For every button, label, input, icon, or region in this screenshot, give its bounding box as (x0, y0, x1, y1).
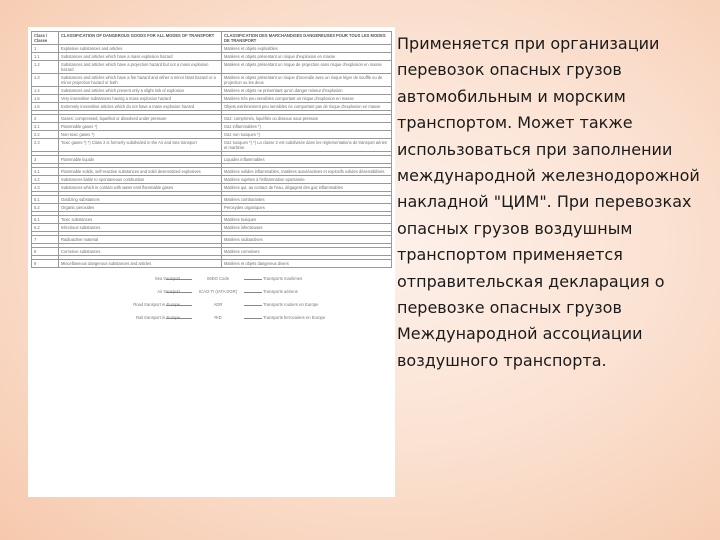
class-cell: 4.3 (32, 184, 59, 192)
table-row (32, 95, 392, 103)
dangerous-goods-classification-image (28, 27, 395, 497)
goods-cell: Toxic gases *) *) Class 2 is formerly subdivided in the Air and Sea transport (59, 139, 222, 152)
french-cell: Gaz: comprimés, liquéfiés ou dissous sous pression (222, 115, 392, 123)
class-cell: 3 (32, 156, 59, 164)
goods-cell: Substances and articles which have a projection hazard but not a mass explosion hazard (59, 61, 222, 74)
french-cell: Matières toxiques (222, 216, 392, 224)
goods-cell: Gases: compressed, liquefied or dissolved under pressure (59, 115, 222, 123)
table-row (32, 74, 392, 87)
french-cell: Matières et objets présentant un risque d'incendie avec un risque léger de souffle ou de projection ou les deux (222, 74, 392, 87)
class-cell: 1.3 (32, 74, 59, 87)
legend-arrow-line (166, 292, 192, 293)
table-row (32, 184, 392, 192)
class-cell: 1.4 (32, 87, 59, 95)
goods-cell: Organic peroxides (59, 204, 222, 212)
legend-mode-label: Rail transport in Europe (136, 315, 180, 320)
legend-arrow-line (166, 279, 192, 280)
class-cell: 7 (32, 236, 59, 244)
class-cell: 2.2 (32, 131, 59, 139)
class-cell: 6.1 (32, 216, 59, 224)
french-cell: Matières et objets explosibles (222, 45, 392, 53)
french-cell: Matières solides inflammables, matières autoréactives et explosifs solides désensibilisés (222, 168, 392, 176)
table-row (32, 139, 392, 152)
class-cell: 4.2 (32, 176, 59, 184)
legend-arrow-line (244, 305, 262, 306)
goods-cell: Substances liable to spontaneous combustion (59, 176, 222, 184)
table-body (32, 45, 392, 268)
legend-arrow-line (244, 292, 262, 293)
table-row (32, 168, 392, 176)
goods-cell: Oxidizing substances (59, 196, 222, 204)
class-cell: 5.1 (32, 196, 59, 204)
class-cell: 2.3 (32, 139, 59, 152)
legend-mode-label: Road transport in Europe (133, 302, 180, 307)
table-row (32, 216, 392, 224)
legend-arrow-line (166, 318, 192, 319)
french-cell: Peroxydes organiques (222, 204, 392, 212)
table-row (32, 176, 392, 184)
legend-mode-label-fr: Transports aériens (263, 289, 298, 294)
french-cell: Matières et objets dangereux divers (222, 260, 392, 268)
legend-mode-label: Sea transport (154, 276, 180, 281)
table-row (32, 248, 392, 256)
goods-column-header: CLASSIFICATION OF DANGEROUS GOODS FOR ALL MODES OF TRANSPORT (59, 32, 222, 45)
class-cell: 1.5 (32, 95, 59, 103)
french-cell: Matières sujettes à l'inflammation spontanée (222, 176, 392, 184)
legend-regulation-label: ADR (213, 302, 223, 307)
goods-cell: Non-toxic gases *) (59, 131, 222, 139)
table-row (32, 224, 392, 232)
table-row (32, 196, 392, 204)
goods-cell: Very insensitive substances having a mass explosion hazard (59, 95, 222, 103)
classification-table (31, 31, 392, 268)
legend-row (31, 289, 392, 297)
transport-legend (31, 276, 392, 336)
french-column-header: CLASSIFICATION DES MARCHANDISES DANGEREUSES POUR TOUS LES MODES DE TRANSPORT (222, 32, 392, 45)
table-row (32, 204, 392, 212)
legend-arrow-line (244, 318, 262, 319)
table-row (32, 260, 392, 268)
table-row (32, 103, 392, 111)
table-row (32, 87, 392, 95)
french-cell: Matières infectieuses (222, 224, 392, 232)
table-row (32, 156, 392, 164)
description-text: Применяется при организации перевозок опасных грузов автомобильным и морским транспортом. Может также использоваться при заполнении международной железнодорожной накладной "ЦИМ". При перевозках опасных грузов воздушным транспортом применяется отправительская декларация о перевозке опасных грузов Международной ассоциации воздушного транспорта. (397, 34, 700, 370)
class-cell: 8 (32, 248, 59, 256)
goods-cell: Miscellaneous dangerous substances and articles (59, 260, 222, 268)
class-cell: 1.1 (32, 53, 59, 61)
table-row (32, 236, 392, 244)
french-cell: Matières et objets présentant un risque de projection sans risque d'explosion en masse (222, 61, 392, 74)
legend-row (31, 302, 392, 310)
legend-row (31, 315, 392, 323)
french-cell: Gaz toxiques *) *) La classe 2 est subdivisée dans les réglementations de transport aérien et maritime (222, 139, 392, 152)
french-cell: Matières radioactives (222, 236, 392, 244)
class-cell: 9 (32, 260, 59, 268)
goods-cell: Corrosive substances (59, 248, 222, 256)
legend-mode-label-fr: Transports ferroviaires en Europe (263, 315, 326, 320)
legend-row (31, 276, 392, 284)
french-cell: Matières comburantes (222, 196, 392, 204)
goods-cell: Toxic substances (59, 216, 222, 224)
legend-mode-label-fr: Transports maritimes (263, 276, 303, 281)
legend-mode-label: Air transport (157, 289, 180, 294)
goods-cell: Flammable solids, self-reactive substances and solid desensitized explosives (59, 168, 222, 176)
legend-regulation-label: IMDG Code (206, 276, 230, 281)
french-cell: Gaz non toxiques *) (222, 131, 392, 139)
legend-arrow-line (244, 279, 262, 280)
goods-cell: Substances which in contact with water emit flammable gases (59, 184, 222, 192)
table-header-row (32, 32, 392, 45)
french-cell: Matières corrosives (222, 248, 392, 256)
class-cell: 1.2 (32, 61, 59, 74)
table-row (32, 61, 392, 74)
class-cell: 2.1 (32, 123, 59, 131)
legend-arrow-line (166, 305, 192, 306)
french-cell: Objets extrêmement peu sensibles ne comportant pas de risque d'explosion en masse (222, 103, 392, 111)
goods-cell: Substances and articles which have a fire hazard and either a minor blast hazard or a minor projection hazard or both (59, 74, 222, 87)
french-cell: Matières qui, au contact de l'eau, dégagent des gaz inflammables (222, 184, 392, 192)
class-cell: 2 (32, 115, 59, 123)
goods-cell: Flammable liquids (59, 156, 222, 164)
goods-cell: Radioactive material (59, 236, 222, 244)
french-cell: Matières très peu sensibles comportant un risque d'explosion en masse (222, 95, 392, 103)
legend-regulation-label: RID (214, 315, 222, 320)
table-row (32, 131, 392, 139)
french-cell: Matières et objets ne présentant qu'un danger mineur d'explosion (222, 87, 392, 95)
legend-regulation-label: ICAO-TI (IATA DGR) (198, 289, 238, 294)
goods-cell: Substances and articles which present only a slight risk of explosion (59, 87, 222, 95)
class-cell: 6.2 (32, 224, 59, 232)
goods-cell: Explosive substances and articles (59, 45, 222, 53)
table-row (32, 123, 392, 131)
goods-cell: Substances and articles which have a mass explosion hazard (59, 53, 222, 61)
goods-cell: Flammable gases *) (59, 123, 222, 131)
class-cell: 1.6 (32, 103, 59, 111)
class-cell: 5.2 (32, 204, 59, 212)
goods-cell: Extremely insensitive articles which do not have a mass explosion hazard (59, 103, 222, 111)
goods-cell: Infectious substances (59, 224, 222, 232)
french-cell: Gaz inflammables *) (222, 123, 392, 131)
class-cell: 4.1 (32, 168, 59, 176)
class-cell: 1 (32, 45, 59, 53)
french-cell: Liquides inflammables (222, 156, 392, 164)
table-row (32, 115, 392, 123)
class-column-header: Class / Classe (32, 32, 59, 45)
table-row (32, 53, 392, 61)
legend-mode-label-fr: Transports routiers en Europe (263, 302, 319, 307)
table-row (32, 45, 392, 53)
french-cell: Matières et objets présentant un risque d'explosion en masse (222, 53, 392, 61)
